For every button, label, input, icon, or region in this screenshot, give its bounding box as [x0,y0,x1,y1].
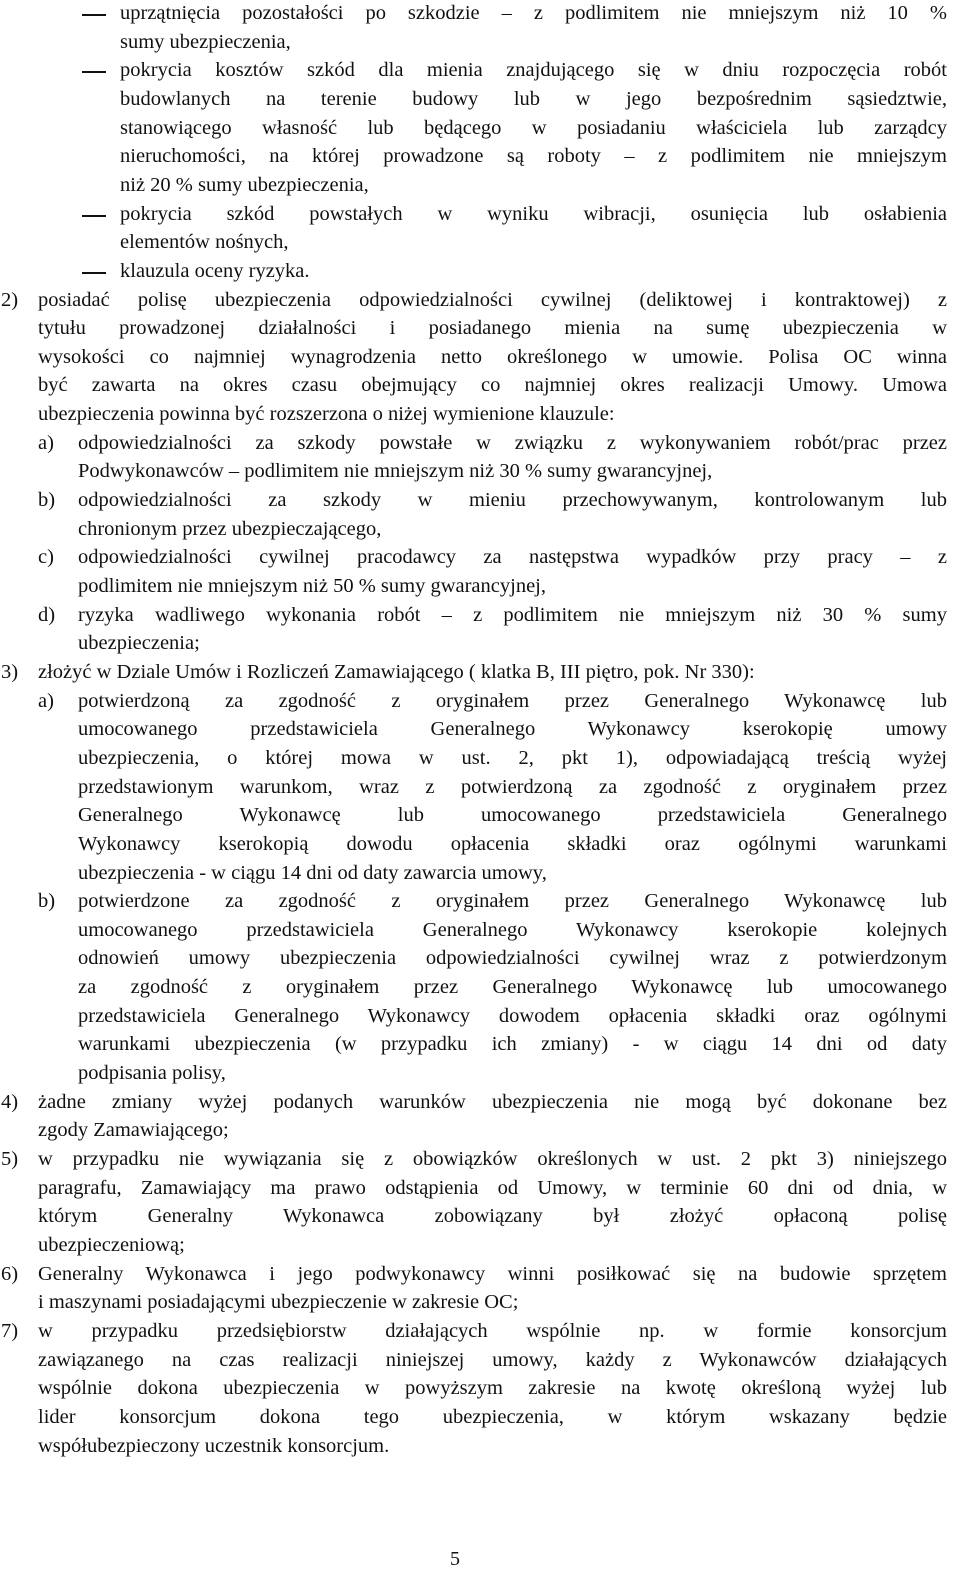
dash-item-text: pokrycia szkód powstałych w wyniku wibracji, osunięcia lub osłabienia [120,202,947,225]
dash-bullet [82,272,106,274]
dash-item-text: niż 20 % sumy ubezpieczenia, [120,173,369,196]
point-text: lider konsorcjum dokona tego ubezpieczenia, w którym wskazany będzie [38,1405,947,1428]
point-text: ubezpieczenia; [78,632,200,655]
point-text: ryzyka wadliwego wykonania robót – z podlimitem nie mniejszym niż 30 % sumy [78,603,947,626]
dash-bullet [82,215,106,217]
point-text: podpisania polisy, [78,1062,226,1085]
point-text: ubezpieczenia - w ciągu 14 dni od daty zawarcia umowy, [78,861,547,884]
point-text: ubezpieczenia powinna być rozszerzona o niżej wymienione klauzule: [38,403,615,426]
page-number: 5 [450,1548,460,1570]
point-text: Wykonawcy kserokopią dowodu opłacenia składki oraz ogólnymi warunkami [78,832,947,855]
dash-item-text: stanowiącego własność lub będącego w posiadaniu właściciela lub zarządcy [120,116,947,139]
dash-item-text: uprzątnięcia pozostałości po szkodzie – z podlimitem nie mniejszym niż 10 % [120,2,947,24]
point-text: potwierdzoną za zgodność z oryginałem przez Generalnego Wykonawcę lub [78,689,947,712]
point-text: odpowiedzialności za szkody powstałe w związku z wykonywaniem robót/prac przez [78,431,947,454]
dash-item-text: budowlanych na terenie budowy lub w jego bezpośrednim sąsiedztwie, [120,87,947,110]
point-letter: c) [38,546,54,569]
point-text: za zgodność z oryginałem przez Generalnego Wykonawcę lub umocowanego [78,976,947,999]
dash-item-text: pokrycia kosztów szkód dla mienia znajdującego się w dniu rozpoczęcia robót [120,59,947,82]
point-text: współubezpieczony uczestnik konsorcjum. [38,1434,390,1457]
point-text: podlimitem nie mniejszym niż 50 % sumy gwarancyjnej, [78,575,546,597]
point-text: w przypadku nie wywiązania się z obowiązków określonych w ust. 2 pkt 3) niniejszego [38,1148,947,1170]
point-text: wysokości co najmniej wynagrodzenia netto określonego w umowie. Polisa OC winna [38,345,947,368]
point-text: potwierdzone za zgodność z oryginałem przez Generalnego Wykonawcę lub [78,890,947,913]
point-number: 3) [1,660,19,683]
point-text: umocowanego przedstawiciela Generalnego Wykonawcy kserokopię umowy [78,718,947,741]
point-letter: b) [38,489,56,512]
dash-bullet [82,14,106,16]
point-text: Generalnego Wykonawcę lub umocowanego przedstawiciela Generalnego [78,804,947,827]
point-text: umocowanego przedstawiciela Generalnego Wykonawcy kserokopie kolejnych [78,918,947,941]
point-text: i maszynami posiadającymi ubezpieczenie w zakresie OC; [38,1291,519,1314]
point-text: ubezpieczeniową; [38,1233,185,1256]
point-text: posiadać polisę ubezpieczenia odpowiedzialności cywilnej (deliktowej i kontraktowej) z [38,288,947,311]
dash-item-text: klauzula oceny ryzyka. [120,259,310,282]
point-number: 5) [1,1148,19,1170]
point-text: odnowień umowy ubezpieczenia odpowiedzialności cywilnej wraz z potwierdzonym [78,947,947,970]
point-text: Podwykonawców – podlimitem nie mniejszym niż 30 % sumy gwarancyjnej, [78,460,713,483]
point-text: złożyć w Dziale Umów i Rozliczeń Zamawiającego ( klatka B, III piętro, pok. Nr 330): [38,660,755,683]
point-number: 4) [1,1090,19,1113]
point-text: paragrafu, Zamawiający ma prawo odstąpienia od Umowy, w terminie 60 dni od dnia, w [38,1176,947,1199]
point-text: w przypadku przedsiębiorstw działających wspólnie np. w formie konsorcjum [38,1319,947,1342]
dash-item-text: elementów nośnych, [120,231,289,254]
point-text: być zawarta na okres czasu obejmujący co najmniej okres realizacji Umowy. Umowa [38,374,947,397]
point-text: żadne zmiany wyżej podanych warunków ubezpieczenia nie mogą być dokonane bez [38,1090,947,1113]
point-text: zgody Zamawiającego; [38,1119,229,1142]
point-letter: a) [38,431,54,454]
point-text: odpowiedzialności cywilnej pracodawcy za następstwa wypadków przy pracy – z [78,546,947,569]
dash-bullet [82,71,106,73]
point-text: chronionym przez ubezpieczającego, [78,517,382,540]
point-text: przedstawionym warunkom, wraz z potwierdzoną za zgodność z oryginałem przez [78,775,947,798]
point-letter: a) [38,689,54,712]
point-text: ubezpieczenia, o której mowa w ust. 2, pkt 1), odpowiadającą treścią wyżej [78,746,947,769]
point-text: zawiązanego na czas realizacji niniejszej umowy, każdy z Wykonawców działających [38,1348,947,1371]
point-text: wspólnie dokona ubezpieczenia w powyższym zakresie na kwotę określoną wyżej lub [38,1377,947,1400]
point-number: 6) [1,1262,19,1285]
point-letter: b) [38,890,56,913]
point-text: odpowiedzialności za szkody w mieniu przechowywanym, kontrolowanym lub [78,489,947,512]
point-number: 2) [1,288,19,311]
dash-item-text: nieruchomości, na której prowadzone są roboty – z podlimitem nie mniejszym [120,145,947,168]
point-text: warunkami ubezpieczenia (w przypadku ich zmiany) - w ciągu 14 dni od daty [78,1033,947,1056]
point-letter: d) [38,603,56,626]
point-text: przedstawiciela Generalnego Wykonawcy dowodem opłacenia składki oraz ogólnymi [78,1004,947,1027]
point-text: Generalny Wykonawca i jego podwykonawcy winni posiłkować się na budowie sprzętem [38,1262,947,1285]
point-text: tytułu prowadzonej działalności i posiadanego mienia na sumę ubezpieczenia w [38,317,947,340]
point-text: którym Generalny Wykonawca zobowiązany był złożyć opłaconą polisę [38,1205,947,1228]
dash-item-text: sumy ubezpieczenia, [120,30,291,53]
point-number: 7) [1,1319,19,1342]
